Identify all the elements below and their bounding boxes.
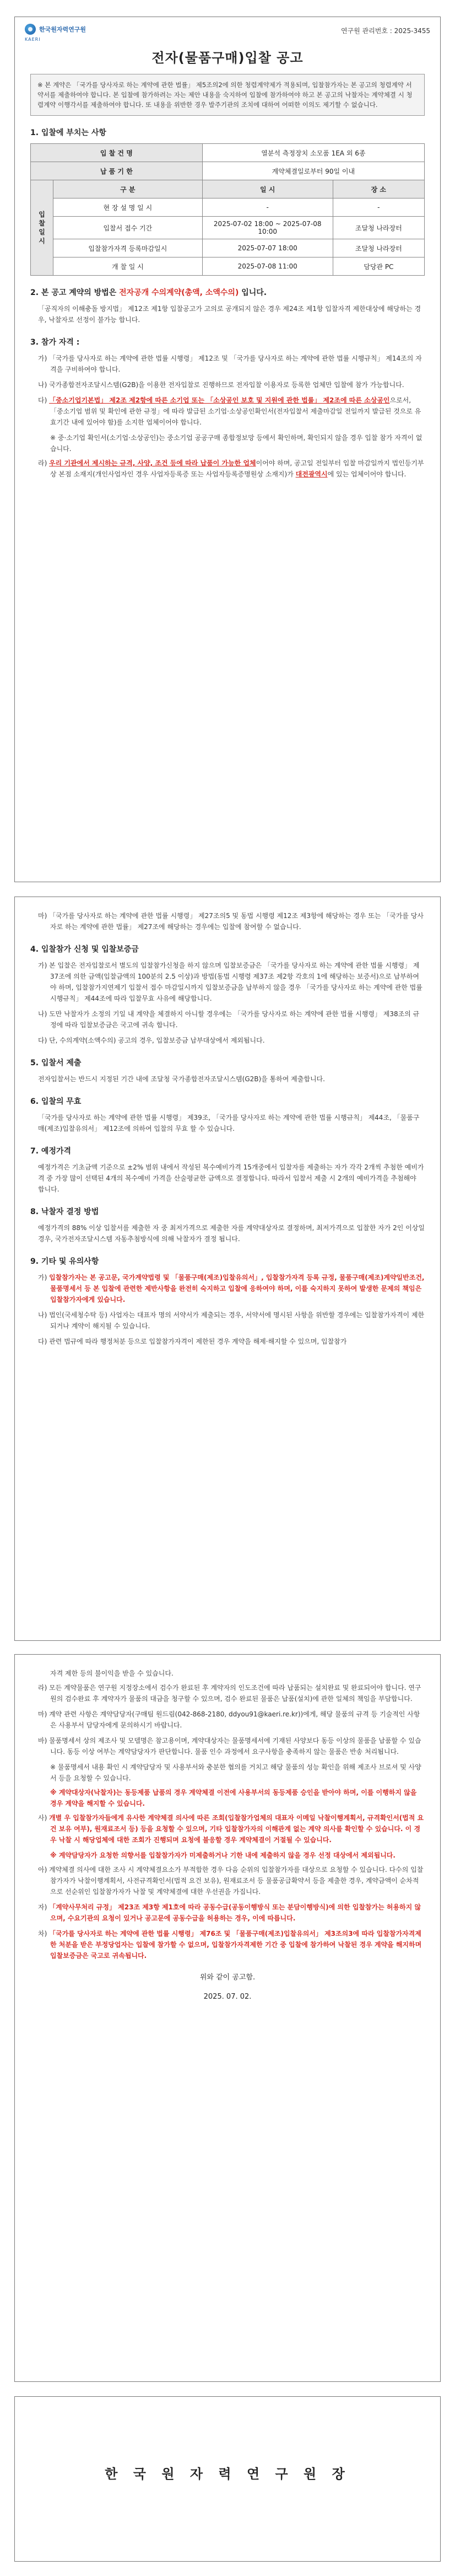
- closing-block: [15, 1971, 440, 2001]
- kaeri-logo-icon: [25, 24, 36, 35]
- section-5: [30, 1057, 425, 1085]
- schedule-key: 현 장 설 명 일 시: [53, 198, 203, 217]
- section-2-heading: [30, 287, 425, 298]
- item-da-prefix: 다): [38, 396, 50, 404]
- section-7-heading: 7. 예정가격: [30, 1147, 72, 1156]
- section-8: [30, 1206, 425, 1244]
- section-1-heading: 1. 입찰에 부치는 사항: [30, 128, 106, 137]
- section-3-note: ※ 중·소기업 확인서(소기업·소상공인)는 중소기업 공공구매 종합정보망 등에서 확인하며, 확인되지 않을 경우 입찰 참가 자격이 없습니다.: [50, 434, 422, 453]
- page-title: 전자(물품구매)입찰 공고: [151, 50, 304, 66]
- section-6: [30, 1096, 425, 1134]
- col-header: 구 분: [53, 180, 203, 198]
- section-9-item-cha: [38, 1928, 425, 1961]
- section-3-item-na: 나) 국가종합전자조달시스템(G2B)을 이용한 전자입찰로 진행하므로 전자입찰 이용자로 등록한 업체만 입찰에 참가 가능합니다.: [38, 381, 404, 389]
- item-ra-rest: 이어야 하며, 공고일 전일부터 입찰 마감일까지 법인등기부상 본점 소재지(개인사업자인 경우 사업자등록증 또는 사업자등록증명원상 소재지)가: [50, 459, 424, 478]
- section-9-item-ra: 라) 모든 계약물품은 연구원 지정장소에서 검수가 완료된 후 계약자의 인도조건에 따라 납품되는 설치완료 및 완료되어야 합니다. 연구원의 검수완료 후 계약자가 물품의 대금을 청구할 수 있으며, 검수 완료된 물품은 납품(설치)에 관한 일체의 책임을 부담합니다.: [38, 1684, 421, 1703]
- logo-org-ko: 한국원자력연구원: [39, 26, 86, 33]
- section-9-item-da: 다) 관련 법규에 따라 행정처분 등으로 입찰참가자격이 제한된 경우 계약을 해제·해지할 수 있으며, 입찰참가: [38, 1338, 347, 1345]
- schedule-date: 2025-07-08 11:00: [202, 257, 333, 276]
- table-row: [31, 198, 425, 217]
- item-da-continued: 자격 제한 등의 불이익을 받을 수 있습니다.: [50, 1670, 174, 1677]
- section-9-item-ba: 바) 물품명세서 상의 제조사 및 모델명은 참고용이며, 계약대상자는 물품명세서에 기재된 사양보다 동등 이상의 물품을 납품할 수 있습니다. 동등 이상 여부는 계약담당자가 판단합니다. 물품 인수 과정에서 요구사항을 충족하지 않는 물품은 반송 처리됩니다.: [38, 1737, 421, 1756]
- item-ra-highlight: 우리 기관에서 제시하는 규격, 사양, 조건 등에 따라 납품이 가능한 업체: [49, 459, 256, 467]
- label-cell: 입 찰 건 명: [31, 144, 203, 162]
- table-row: [31, 217, 425, 239]
- item-da-rest: 으로서, 「중소기업 범위 및 확인에 관한 규정」에 따라 발급된 소기업·소상공인확인서(전자입찰서 제출마감일 전일까지 발급된 것으로 유효기간 내에 있어야 함)를 소지한 업체이어야 합니다.: [50, 396, 421, 426]
- logo-org-en: KAERI: [25, 37, 41, 42]
- section-4-item-da: 다) 단, 수의계약(소액수의) 공고의 경우, 입찰보증금 납부대상에서 제외됩니다.: [38, 1037, 265, 1044]
- section-1: [30, 127, 425, 276]
- section-3-item-ra: [38, 458, 425, 480]
- col-header: 장 소: [333, 180, 424, 198]
- item-cha-highlight: 「국가를 당사자로 하는 계약에 관한 법률 시행령」 제76조 및 「물품구매(제조)입찰유의서」 제3조의3에 따라 입찰참가자격제한 처분을 받은 부정당업자는 입찰에 참가할 수 없으며, 입찰참가자격제한 기간 중 입찰에 참가하여 낙찰된 경우 계약을 해지하며 입찰보증금은 국고로 귀속됩니다.: [49, 1930, 422, 1960]
- table-row: [31, 144, 425, 162]
- value-cell: 계약체결일로부터 90일 이내: [202, 162, 424, 180]
- issuer-title: 한 국 원 자 력 연 구 원 장: [105, 2466, 350, 2482]
- section-4-item-na: 나) 도만 낙찰자가 소정의 기일 내 계약을 체결하지 아니할 경우에는 「국가를 당사자로 하는 계약에 관한 법률 시행령」 제38조의 규정에 따라 입찰보증금은 국고에 귀속 합니다.: [38, 1010, 420, 1029]
- item-da-highlight: 「중소기업기본법」 제2조 제2항에 따른 소기업 또는 「소상공인 보호 및 지원에 관한 법률」 제2조에 따른 소상공인: [49, 396, 390, 404]
- item-ja-prefix: 자): [38, 1903, 50, 1911]
- page-1: [14, 17, 441, 882]
- section-3: [30, 336, 425, 480]
- schedule-key: 개 찰 일 시: [53, 257, 203, 276]
- item-ba-note: ※ 물품명세서 내용 확인 시 계약담당자 및 사용부서와 충분한 협의를 거치고 해당 물품의 성능 확인을 위해 제조사 브로셔 및 사양서 등을 요청할 수 있습니다.: [50, 1763, 421, 1782]
- section-4-heading: 4. 입찰참가 신청 및 입찰보증금: [30, 945, 139, 954]
- section-6-text: 「국가를 당사자로 하는 계약에 관한 법률 시행령」 제39조, 「국가를 당사자로 하는 계약에 관한 법률 시행규칙」 제44조, 「물품구매(제조)입찰유의서」 제12조에 의하여 입찰의 무효 할 수 있습니다.: [38, 1114, 420, 1133]
- contract-method: 전자공개 수의계약(총액, 소액수의): [119, 288, 239, 297]
- management-number: 연구원 관리번호 : 2025-3455: [340, 27, 430, 35]
- schedule-date: 2025-07-02 18:00 ~ 2025-07-08 10:00: [202, 217, 333, 239]
- section-9-item-ma: 마) 계약 관련 사항은 계약담당자(구매팀 원드림(042-868-2180, ddyou91@kaeri.re.kr))에게, 해당 물품의 규격 등 기술적인 사항은 사용부서 담당자에게 문의하시기 바랍니다.: [38, 1710, 420, 1729]
- section-6-heading: 6. 입찰의 무효: [30, 1097, 82, 1106]
- section-2: [30, 287, 425, 325]
- table-row: [31, 239, 425, 257]
- section-9-heading: 9. 기타 및 유의사항: [30, 1257, 99, 1266]
- section-5-heading: 5. 입찰서 제출: [30, 1059, 82, 1067]
- page-2: [14, 897, 441, 1641]
- integrity-notice: ※ 본 계약은 「국가를 당사자로 하는 계약에 관한 법률」 제5조의2에 의한 청렴계약제가 적용되며, 입찰참가자는 본 공고의 청렴계약 서약서를 제출하여야 합니다. 본 입찰에 참가하려는 자는 제안 내용을 숙지하여 입찰에 참가하여야 하고 본 공고의 낙찰자는 계약체결 시 청렴계약 이행각서를 제출하여야 합니다. 또 내용을 위반한 경우 발주기관의 조치에 대하여 어떠한 이의도 제기할 수 없습니다.: [30, 74, 425, 116]
- schedule-date: 2025-07-07 18:00: [202, 239, 333, 257]
- schedule-place: 조달청 나라장터: [333, 239, 424, 257]
- schedule-place: 담당관 PC: [333, 257, 424, 276]
- section-7: [30, 1145, 425, 1195]
- section-5-text: 전자입찰서는 반드시 지정된 기간 내에 조달청 국가종합전자조달시스템(G2B)을 통하여 제출합니다.: [38, 1075, 325, 1083]
- col-header: 일 시: [202, 180, 333, 198]
- item-ga-highlight: 입찰참가자는 본 공고문, 국가계약법령 및 「물품구매(제조)입찰유의서」, 입찰참가자격 등록 규정, 물품구매(제조)계약일반조건, 물품명세서 등 본 입찰에 관련한 제반사항을 완전히 숙지하고 입찰에 응하여야 하며, 이를 숙지하지 못하여 발생한 문제의 책임은 입찰참가자에게 있습니다.: [49, 1274, 425, 1303]
- item-sa-highlight: 개별 우 입찰참가자들에게 유사한 계약체결 의사에 따른 조회(입찰참가업체의 대표자 이메일 낙찰이행계획서, 규격확인서(법적 요건 보유 여부), 원재료조서 등) 등을 요청할 수 있으며, 기타 입찰참가자의 이해관계 없는 계약 의사를 확인할 수 있습니다. 이 경우 낙찰 시 해당업체에 대한 조회가 진행되며 요청에 불응할 경우 계약체결이 거절될 수 있습니다.: [49, 1814, 424, 1844]
- item-ra-region: 대전광역시: [295, 470, 328, 478]
- item-ga-prefix: 가): [38, 1274, 50, 1281]
- page-4: [14, 2396, 441, 2562]
- closing-text: 위와 같이 공고함.: [199, 1973, 256, 1982]
- label-cell: 납 품 기 한: [31, 162, 203, 180]
- schedule-key: 입찰참가자격 등록마감일시: [53, 239, 203, 257]
- item-ba-red-note: ※ 계약대상자(낙찰자)는 동등제품 납품의 경우 계약체결 이전에 사용부서의 동등제품 승인을 받아야 하며, 이를 이행하지 않을 경우 계약을 해지할 수 있습니다.: [50, 1789, 417, 1807]
- item-ra-prefix: 라): [38, 459, 50, 467]
- section-3-cont: [30, 910, 425, 932]
- announcement-date: 2025. 07. 02.: [203, 1993, 252, 2001]
- section-3-heading: 3. 참가 자격 :: [30, 338, 80, 347]
- schedule-place: 조달청 나라장터: [333, 217, 424, 239]
- section-3-item-ma: 마) 「국가를 당사자로 하는 계약에 관한 법률 시행령」 제27조의5 및 동법 시행령 제12조 제3항에 해당하는 경우 또는 「국가를 당사자로 하는 계약에 관한 법률」 제27조에 해당하는 경우에는 입찰에 참여할 수 없습니다.: [38, 912, 424, 931]
- schedule-key: 입찰서 접수 기간: [53, 217, 203, 239]
- schedule-date: -: [202, 198, 333, 217]
- item-ra-end: 에 있는 업체이어야 합니다.: [327, 470, 407, 478]
- item-ja-highlight: 「계약사무처리 규정」 제23조 제3항 제1호에 따라 공동수급(공동이행방식 또는 분담이행방식)에 의한 입찰참가는 허용하지 않으며, 수요기관의 요청이 있거나 공고문에 공동수급을 허용하는 경우, 이에 따릅니다.: [49, 1903, 421, 1922]
- section-3-item-da: [38, 395, 425, 428]
- section-7-text: 예정가격은 기초금액 기준으로 ±2% 범위 내에서 작성된 복수예비가격 15개중에서 입찰자를 제출하는 자가 각각 2개씩 추첨한 예비가격 중 가장 많이 선택된 4개의 복수예비 가격을 산술평균한 금액으로 결정합니다. 따라서 입찰서 제출 시 2개의 예비가격을 추첨해야 합니다.: [38, 1163, 424, 1193]
- kaeri-logo: [25, 24, 86, 42]
- section-2-heading-start: 2. 본 공고 계약의 방법은: [30, 288, 117, 297]
- section-9: [30, 1255, 425, 1347]
- section-9-cont: [30, 1668, 425, 1961]
- page-3: [14, 1654, 441, 2382]
- section-4: [30, 943, 425, 1046]
- doc-header: [15, 17, 440, 42]
- section-9-item-ja: [38, 1902, 425, 1924]
- bid-info-table: [30, 143, 425, 276]
- section-9-item-ah: 아) 계약체결 의사에 대한 조사 시 계약체결요소가 부적합한 경우 다음 순위의 입찰참가자를 대상으로 요청할 수 있습니다. 다수의 입찰참가자가 낙찰이행계획서, 사전규격확인서(법적 요건 보유), 원재료조서 등 물품공급확약서 등을 제출한 경우, 계약금액이 순차적으로 선순위인 입찰참가자가 낙찰 및 계약체결에 대한 우선권을 가집니다.: [38, 1866, 424, 1896]
- section-4-item-ga: 가) 본 입찰은 전자입찰로서 별도의 입찰참가신청을 하지 않으며 입찰보증금은 「국가를 당사자로 하는 계약에 관한 법률 시행령」 제37조에 의한 금액(입찰금액의 100분의 2.5 이상)과 방법(동법 시행령 제37조 제2항 각호의 1에 해당하는 보증서)으로 납부하여야 하며, 입찰참가지연제기 입찰서 접수 마감일시까지 입찰보증금을 납부하지 않을 경우 「국가를 당사자로 하는 계약에 관한 법률 시행규칙」 제44조에 따라 입찰무효 사유에 해당합니다.: [38, 962, 422, 1002]
- table-row: [31, 180, 425, 198]
- section-9-item-ga: [38, 1272, 425, 1305]
- section-2-text: 「공직자의 이해충돌 방지법」 제12조 제1항 입찰공고가 고의로 공개되지 않은 경우 제24조 제1항 입찰자격 제한대상에 해당하는 경우, 낙찰자로 선정이 불가능 합니다.: [38, 305, 421, 324]
- schedule-place: -: [333, 198, 424, 217]
- item-sa-prefix: 사): [38, 1814, 50, 1822]
- table-row: [31, 162, 425, 180]
- section-8-heading: 8. 낙찰자 결정 방법: [30, 1208, 99, 1216]
- section-3-item-ga: 가) 「국가를 당사자로 하는 계약에 관한 법률 시행령」 제12조 및 「국가를 당사자로 하는 계약에 관한 법률 시행규칙」 제14조의 자격을 구비하여야 합니다.: [38, 355, 422, 373]
- section-8-text: 예정가격의 88% 이상 입찰서를 제출한 자 중 최저가격으로 제출한 자를 계약대상자로 결정하며, 최저가격으로 입찰한 자가 2인 이상일 경우, 국가전자조달시스템 자동추첨방식에 의해 낙찰자가 결정 됩니다.: [38, 1224, 425, 1243]
- value-cell: 열분석 측정장치 소모품 1EA 외 6종: [202, 144, 424, 162]
- table-row: [31, 257, 425, 276]
- section-9-item-sa: [38, 1812, 425, 1845]
- section-2-heading-end: 입니다.: [241, 288, 267, 297]
- section-9-item-na: 나) 법인(국세청수탁 등) 사업자는 대표자 명의 서약서가 제출되는 경우, 서약서에 명시된 사항을 위반할 경우에는 입찰참가자격이 제한되거나 계약이 해지될 수 있습니다.: [38, 1311, 425, 1330]
- schedule-side-label: 입 찰 일 시: [31, 180, 53, 276]
- item-sa-red-note: ※ 계약담당자가 요청한 의향서를 입찰참가자가 미제출하거나 기한 내에 제출하지 않을 경우 선정 대상에서 제외됩니다.: [50, 1852, 396, 1859]
- item-cha-prefix: 차): [38, 1930, 50, 1938]
